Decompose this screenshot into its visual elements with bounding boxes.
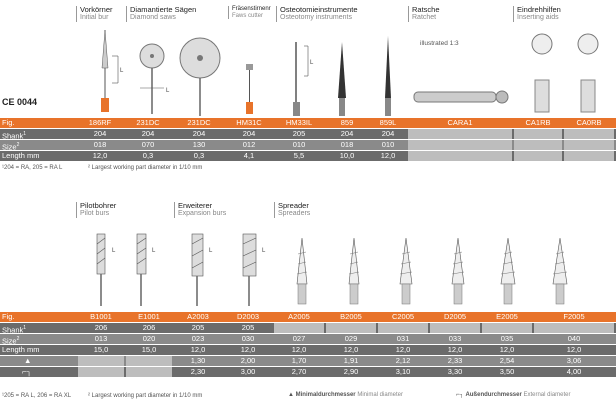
- header-faws-cutter: [228, 6, 271, 19]
- fig-cell: 186RF: [88, 118, 112, 127]
- size-label: Size$^2$: [2, 142, 20, 152]
- legend-min-en: Minimal diameter: [357, 392, 404, 398]
- expansion-bur-1-drawing: [184, 230, 224, 310]
- size-cell: 010: [381, 140, 395, 149]
- fig-cell: A2005: [288, 312, 310, 321]
- ext-diam-cell: [126, 367, 172, 377]
- fig-cell: 859: [340, 118, 354, 127]
- svg-text:L: L: [166, 88, 170, 94]
- length-cell: 12,0: [395, 345, 411, 354]
- header-de: Osteotomieinstrumente: [280, 5, 358, 14]
- diamond-saw-large-drawing: [176, 36, 224, 118]
- bottom-footnote-2: ² Largest working part diameter in 1/10 mm: [88, 393, 203, 399]
- fig-cell: F2005: [563, 312, 585, 321]
- length-cell: 15,0: [93, 345, 109, 354]
- legend-ext-de: Außendurchmesser: [465, 392, 522, 398]
- fig-cell: E2005: [496, 312, 518, 321]
- svg-text:L: L: [262, 248, 266, 254]
- length-cell: [408, 151, 512, 161]
- header-en: Inserting aids: [517, 14, 559, 22]
- shank-cell: 205: [241, 323, 255, 332]
- bottom-ext-diameter-row: [0, 367, 616, 377]
- min-diam-cell: 2,00: [240, 356, 256, 365]
- legend-min-diameter: [288, 392, 403, 398]
- ext-diam-cell: 2,90: [343, 367, 359, 376]
- shank-cell: 206: [142, 323, 156, 332]
- shank-cell: 204: [192, 129, 206, 138]
- header-en: Osteotomy instruments: [280, 14, 352, 22]
- shank-cell: [326, 323, 376, 333]
- shank-cell: 206: [94, 323, 108, 332]
- shank-cell: 205: [191, 323, 205, 332]
- header-de: Vorkörner: [80, 5, 113, 14]
- fig-cell: CA0RB: [576, 118, 602, 127]
- top-size-row: [0, 140, 616, 150]
- header-expansion-burs: [174, 202, 226, 218]
- header-en: Expansion burs: [178, 210, 227, 218]
- min-diam-cell: 2,12: [395, 356, 411, 365]
- length-cell: 12,0: [291, 345, 307, 354]
- spreader-2-drawing: [342, 234, 366, 308]
- length-cell: 4,1: [243, 151, 255, 160]
- shank-cell: [534, 323, 614, 333]
- min-diam-cell: 2,33: [447, 356, 463, 365]
- diamond-saw-small-drawing: [130, 42, 180, 116]
- header-de: Eindrehhilfen: [517, 5, 561, 14]
- shank-cell: [408, 129, 512, 139]
- header-diamond-saws: [126, 6, 196, 22]
- ce-mark: CE 0044: [2, 97, 38, 107]
- header-inserting-aids: [513, 6, 561, 22]
- length-cell: 15,0: [141, 345, 157, 354]
- spreader-5-drawing: [496, 234, 520, 308]
- fig-cell: HM33IL: [285, 118, 313, 127]
- size-cell: 070: [141, 140, 155, 149]
- fig-cell: E1001: [138, 312, 160, 321]
- osteotomy-instrument-3-drawing: [380, 34, 400, 120]
- fig-cell: 231DC: [187, 118, 211, 127]
- header-de: Diamantierte Sägen: [130, 5, 197, 14]
- header-initial-bur: [76, 6, 113, 22]
- length-cell: 12,0: [499, 345, 515, 354]
- min-diam-cell: 3,06: [566, 356, 582, 365]
- size-cell: 033: [448, 334, 462, 343]
- shank-cell: 204: [381, 129, 395, 138]
- size-cell: 018: [340, 140, 354, 149]
- fig-cell: HM31C: [236, 118, 262, 127]
- shank-cell: [514, 129, 562, 139]
- fig-cell: A2003: [187, 312, 209, 321]
- size-label-text: Size: [2, 336, 17, 346]
- pilot-bur-2-drawing: [128, 230, 168, 310]
- ext-diam-cell: 4,00: [566, 367, 582, 376]
- length-cell: 10,0: [339, 151, 355, 160]
- fig-cell: D2003: [236, 312, 260, 321]
- shank-cell: [378, 323, 428, 333]
- min-diam-cell: 1,70: [291, 356, 307, 365]
- header-en: Pilot burs: [80, 210, 110, 218]
- ext-diam-cell: 3,00: [240, 367, 256, 376]
- shank-cell: [430, 323, 480, 333]
- spreader-4-drawing: [446, 234, 470, 308]
- legend-ext-en: External diameter: [523, 392, 571, 398]
- header-pilot-burs: [76, 202, 116, 218]
- legend-min-de: Minimaldurchmesser: [295, 392, 356, 398]
- min-diam-cell: [126, 356, 172, 366]
- shank-cell: 204: [242, 129, 256, 138]
- header-de: Spreader: [278, 201, 309, 210]
- fig-label: Fig.: [2, 312, 15, 321]
- min-diam-cell: 2,54: [499, 356, 515, 365]
- size-cell: 012: [242, 140, 256, 149]
- length-cell: 12,0: [190, 345, 206, 354]
- shank-label: Shank$^1$: [2, 131, 27, 141]
- bottom-length-row: [0, 345, 616, 355]
- header-de: Ratsche: [412, 5, 440, 14]
- bottom-min-diameter-row: [0, 356, 616, 366]
- ext-diam-cell: [78, 367, 124, 377]
- fig-cell: CARA1: [447, 118, 473, 127]
- top-length-row: [0, 151, 616, 161]
- length-label: Length mm: [2, 345, 40, 354]
- min-diam-cell: 1,91: [343, 356, 359, 365]
- top-fig-row: [0, 118, 616, 128]
- svg-text:L: L: [120, 68, 124, 74]
- expansion-bur-2-drawing: [236, 230, 276, 310]
- shank-cell: 204: [340, 129, 354, 138]
- size-cell: 030: [241, 334, 255, 343]
- bottom-size-row: [0, 334, 616, 344]
- bottom-shank-row: [0, 323, 616, 333]
- size-cell: 010: [292, 140, 306, 149]
- length-cell: 5,5: [293, 151, 305, 160]
- shank-cell: 205: [292, 129, 306, 138]
- header-de: Erweiterer: [178, 201, 213, 210]
- length-label: Length mm: [2, 151, 40, 160]
- spreader-3-drawing: [394, 234, 418, 308]
- size-label-text: Size: [2, 142, 17, 152]
- fig-label: Fig.: [2, 118, 15, 127]
- shank-cell: [564, 129, 614, 139]
- inserting-aid-2-drawing: [570, 30, 606, 116]
- min-diameter-symbol-icon: ▲: [24, 356, 32, 365]
- header-spreaders: [274, 202, 310, 218]
- svg-text:L: L: [112, 248, 116, 254]
- length-cell: 0,3: [142, 151, 154, 160]
- fig-cell: D2005: [443, 312, 467, 321]
- header-en: Diamond saws: [130, 14, 176, 22]
- ext-diam-cell: 3,50: [499, 367, 515, 376]
- bottom-footnote-1: ¹205 = RA L, 206 = RA XL: [2, 393, 72, 399]
- size-cell: 023: [191, 334, 205, 343]
- header-de: Pilotbohrer: [80, 201, 117, 210]
- size-cell: 013: [94, 334, 108, 343]
- shank-cell: [482, 323, 532, 333]
- size-cell: [408, 140, 512, 150]
- size-cell: 029: [344, 334, 358, 343]
- length-cell: 12,0: [343, 345, 359, 354]
- top-shank-row: [0, 129, 616, 139]
- pilot-bur-1-drawing: [88, 230, 128, 310]
- min-diameter-legend-icon: ▲: [288, 392, 294, 398]
- shank-label-text: Shank: [2, 131, 24, 141]
- shank-label-text: Shank: [2, 325, 24, 335]
- header-ratchet: [408, 6, 440, 22]
- length-cell: [564, 151, 614, 161]
- size-cell: 020: [142, 334, 156, 343]
- initial-bur-drawing: [92, 28, 128, 118]
- top-footnote-2: ² Largest working part diameter in 1/10 mm: [88, 165, 203, 171]
- size-cell: 018: [93, 140, 107, 149]
- fig-cell: B1001: [90, 312, 112, 321]
- size-cell: 031: [396, 334, 410, 343]
- svg-text:L: L: [310, 60, 314, 66]
- shank-cell: [274, 323, 324, 333]
- length-cell: 12,0: [566, 345, 582, 354]
- fig-cell: C2005: [391, 312, 415, 321]
- ext-diameter-legend-icon: ⌐┐: [456, 392, 464, 398]
- size-cell: 130: [192, 140, 206, 149]
- shank-cell: 204: [93, 129, 107, 138]
- inserting-aid-1-drawing: [524, 30, 560, 116]
- length-cell: 12,0: [240, 345, 256, 354]
- length-cell: 0,3: [193, 151, 205, 160]
- header-en: Faws cutter: [232, 12, 264, 19]
- header-osteotomy: [276, 6, 358, 22]
- fig-cell: 231DC: [136, 118, 160, 127]
- size-cell: 027: [292, 334, 306, 343]
- illustrated-note: illustrated 1:3: [420, 40, 459, 47]
- spreader-6-drawing: [548, 234, 572, 308]
- header-en: Ratchet: [412, 14, 437, 22]
- svg-text:L: L: [152, 248, 156, 254]
- ext-diameter-symbol-icon: ⌐┐: [22, 367, 32, 376]
- fig-cell: 859L: [379, 118, 397, 127]
- header-en: Spreaders: [278, 210, 311, 218]
- bottom-fig-row: [0, 312, 616, 322]
- header-en: Initial bur: [80, 14, 109, 22]
- osteotomy-instrument-1-drawing: [284, 36, 324, 120]
- shank-label: Shank$^1$: [2, 325, 27, 335]
- size-cell: [514, 140, 562, 150]
- shank-cell: 204: [141, 129, 155, 138]
- spreader-1-drawing: [290, 234, 314, 308]
- svg-text:L: L: [209, 248, 213, 254]
- size-label: Size$^2$: [2, 336, 20, 346]
- ratchet-drawing: [412, 88, 512, 108]
- size-cell: [564, 140, 614, 150]
- size-cell: 035: [500, 334, 514, 343]
- fig-cell: CA1RB: [525, 118, 551, 127]
- length-cell: 12,0: [447, 345, 463, 354]
- legend-ext-diameter: [456, 392, 571, 398]
- min-diam-cell: 1,30: [190, 356, 206, 365]
- min-diam-cell: [78, 356, 124, 366]
- ext-diam-cell: 3,10: [395, 367, 411, 376]
- top-footnote-1: ¹204 = RA, 205 = RA L: [2, 165, 63, 171]
- header-de: Fräsenstirnenr: [232, 6, 271, 12]
- ext-diam-cell: 2,70: [291, 367, 307, 376]
- ext-diam-cell: 3,30: [447, 367, 463, 376]
- osteotomy-instrument-2-drawing: [334, 40, 354, 120]
- ext-diam-cell: 2,30: [190, 367, 206, 376]
- size-cell: 040: [567, 334, 581, 343]
- length-cell: 12,0: [380, 151, 396, 160]
- length-cell: [514, 151, 562, 161]
- faws-cutter-drawing: [238, 62, 268, 118]
- fig-cell: B2005: [340, 312, 362, 321]
- length-cell: 12,0: [92, 151, 108, 160]
